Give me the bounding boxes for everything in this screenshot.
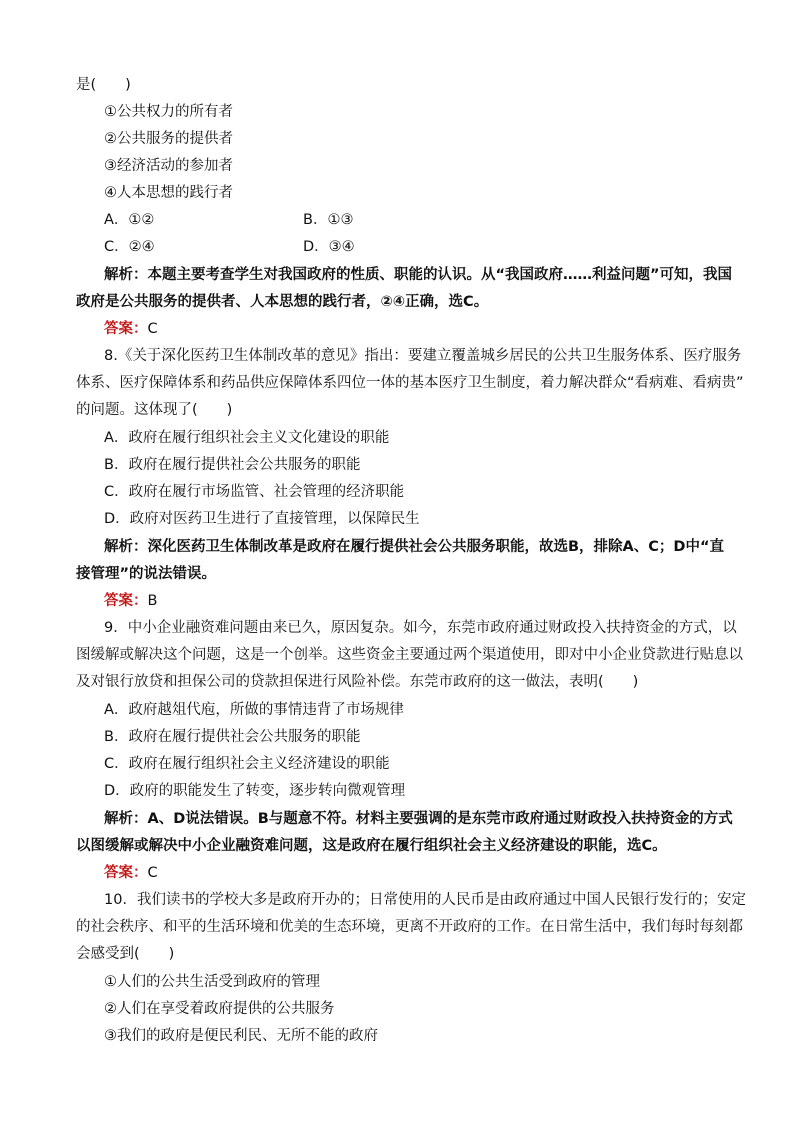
answer-label: 答案： — [104, 865, 148, 881]
answer-value: C — [147, 321, 158, 337]
q8-option-c: C．政府在履行市场监管、社会管理的经济职能 — [104, 484, 405, 500]
q7-analysis-line-1 — [0, 264, 794, 286]
q8-option-a: A．政府在履行组织社会主义文化建设的职能 — [104, 430, 390, 446]
q8-option-d: D．政府对医药卫生进行了直接管理，以保障民生 — [104, 511, 420, 527]
q7-item-1: ①公共权力的所有者 — [104, 104, 233, 120]
q8-stem-line-2: 体系、医疗保障体系和药品供应保障体系四位一体的基本医疗卫生制度，着力解决群众“看病难、看病贵” — [76, 375, 744, 391]
q9-stem-line-1: 9．中小企业融资难问题由来已久，原因复杂。如今，东莞市政府通过财政投入扶持资金的方式，以 — [104, 620, 737, 636]
q10-stem-line-2: 的社会秩序、和平的生活环境和优美的生态环境，更离不开政府的工作。在日常生活中，我们每时每刻都 — [76, 919, 743, 935]
answer-label: 答案： — [104, 593, 148, 609]
q7-analysis-line-2: 政府是公共服务的提供者、人本思想的践行者，②④正确，选C。 — [76, 294, 489, 310]
q7-options-row-1 — [0, 209, 794, 231]
q7-option-c: C．②④ — [104, 239, 155, 255]
q7-options-row-2 — [0, 236, 794, 258]
q7-item-4: ④人本思想的践行者 — [104, 185, 233, 201]
analysis-label: 解析： — [104, 539, 148, 555]
q7-option-d: D．③④ — [303, 239, 355, 255]
analysis-label: 解析： — [104, 267, 148, 283]
answer-value: B — [147, 593, 158, 609]
q7-answer — [0, 318, 794, 340]
q9-analysis-line-1 — [0, 808, 794, 830]
analysis-text: A、D说法错误。B与题意不符。材料主要强调的是东莞市政府通过财政投入扶持资金的方式 — [147, 811, 733, 827]
answer-value: C — [147, 865, 158, 881]
q9-option-a: A．政府越俎代庖，所做的事情违背了市场规律 — [104, 702, 404, 718]
q9-stem-line-3: 及对银行放贷和担保公司的贷款担保进行风险补偿。东莞市政府的这一做法，表明( ) — [76, 674, 639, 690]
q10-item-3: ③我们的政府是便民利民、无所不能的政府 — [104, 1028, 378, 1044]
q7-option-a: A．①② — [104, 212, 155, 228]
answer-label: 答案： — [104, 321, 148, 337]
q9-option-c: C．政府在履行组织社会主义经济建设的职能 — [104, 756, 390, 772]
q8-analysis-line-2: 接管理”的说法错误。 — [76, 566, 217, 582]
q9-answer — [0, 862, 794, 884]
analysis-text: 深化医药卫生体制改革是政府在履行提供社会公共服务职能，故选B，排除A、C；D中“直 — [147, 539, 724, 555]
q9-stem-line-2: 图缓解或解决这个问题，这是一个创举。这些资金主要通过两个渠道使用，即对中小企业贷款进行贴息以 — [76, 647, 743, 663]
q8-answer — [0, 590, 794, 612]
q8-stem-line-3: 的问题。这体现了( ) — [76, 402, 233, 418]
q10-item-1: ①人们的公共生活受到政府的管理 — [104, 974, 320, 990]
q10-stem-line-1: 10．我们读书的学校大多是政府开办的；日常使用的人民币是由政府通过中国人民银行发行的；安定 — [104, 892, 746, 908]
q8-option-b: B．政府在履行提供社会公共服务的职能 — [104, 457, 361, 473]
q7-item-3: ③经济活动的参加者 — [104, 158, 233, 174]
q9-option-b: B．政府在履行提供社会公共服务的职能 — [104, 729, 361, 745]
q10-item-2: ②人们在享受着政府提供的公共服务 — [104, 1001, 335, 1017]
q9-option-d: D．政府的职能发生了转变，逐步转向微观管理 — [104, 783, 406, 799]
q8-stem-line-1: 8.《关于深化医药卫生体制改革的意见》指出：要建立覆盖城乡居民的公共卫生服务体系、医疗服务 — [104, 348, 742, 364]
q7-stem-tail: 是( ) — [76, 77, 131, 93]
q10-stem-line-3: 会感受到( ) — [76, 946, 175, 962]
q7-item-2: ②公共服务的提供者 — [104, 131, 233, 147]
analysis-label: 解析： — [104, 811, 148, 827]
q9-analysis-line-2: 以图缓解或解决中小企业融资难问题，这是政府在履行组织社会主义经济建设的职能，选C。 — [76, 838, 667, 854]
q8-analysis-line-1 — [0, 536, 794, 558]
analysis-text: 本题主要考查学生对我国政府的性质、职能的认识。从“我国政府……利益问题”可知，我国 — [147, 267, 733, 283]
q7-option-b: B．①③ — [303, 212, 354, 228]
